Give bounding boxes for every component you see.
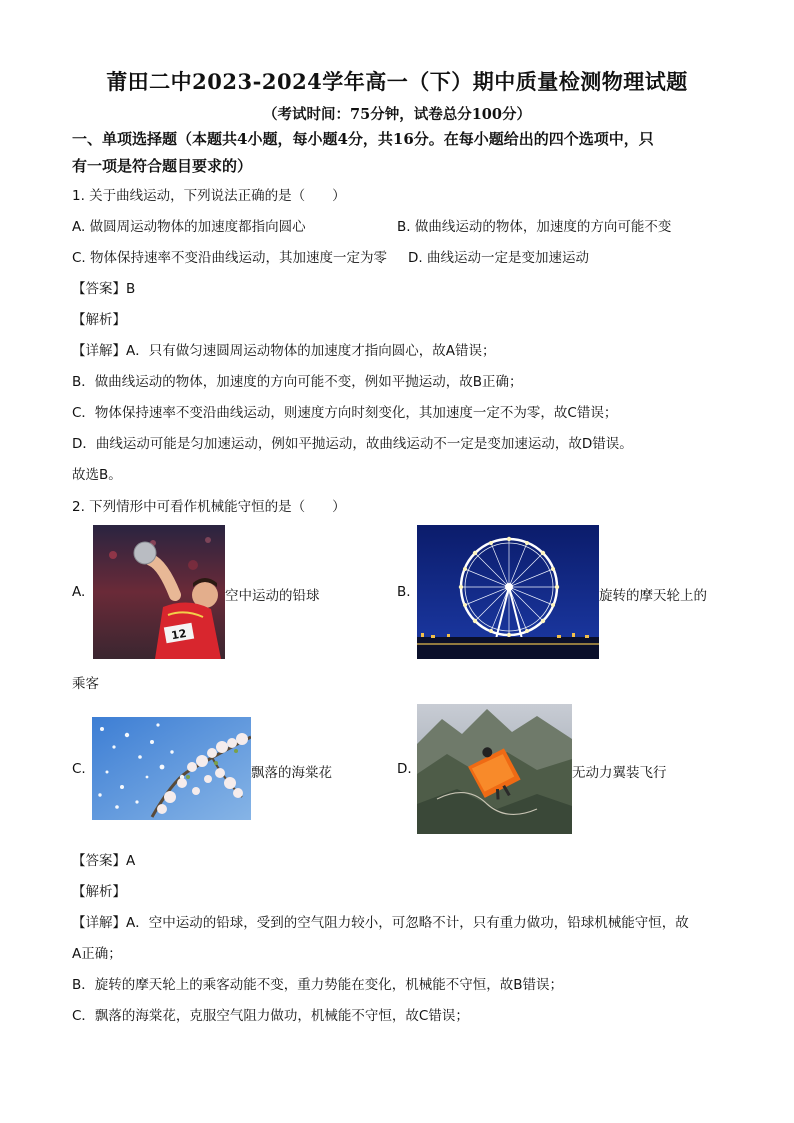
q1-stem: 1. 关于曲线运动，下列说法正确的是（ ） xyxy=(72,188,346,204)
q2-option-b-label: B. xyxy=(397,584,411,600)
q1-analysis: 【解析】 xyxy=(72,312,126,328)
q2-option-a-text: 空中运动的铅球 xyxy=(225,588,320,604)
crabapple-blossom-photo xyxy=(92,717,251,820)
q2-answer: 【答案】A xyxy=(72,853,136,869)
q2-detail-3: B．旋转的摩天轮上的乘客动能不变，重力势能在变化，机械能不守恒，故B错误； xyxy=(72,977,564,993)
shot-put-photo xyxy=(93,525,225,659)
q2-option-b-text-cont: 乘客 xyxy=(72,676,99,692)
q2-option-c-label: C. xyxy=(72,761,86,777)
q2-stem: 2. 下列情形中可看作机械能守恒的是（ ） xyxy=(72,499,346,515)
q2-analysis: 【解析】 xyxy=(72,884,126,900)
q2-option-c-text: 飘落的海棠花 xyxy=(251,765,332,781)
q2-option-d-label: D. xyxy=(397,761,412,777)
q2-option-a-label: A. xyxy=(72,584,86,600)
q2-option-d-text: 无动力翼装飞行 xyxy=(572,765,667,781)
ferris-wheel-photo xyxy=(417,525,599,659)
q1-detail-3: C．物体保持速率不变沿曲线运动，则速度方向时刻变化，其加速度一定不为零，故C错误； xyxy=(72,405,618,421)
q1-option-c: C. 物体保持速率不变沿曲线运动，其加速度一定为零 xyxy=(72,250,388,266)
q2-option-b-text: 旋转的摩天轮上的 xyxy=(599,588,707,604)
bib-number: 12 xyxy=(170,626,188,643)
q1-option-b: B. 做曲线运动的物体，加速度的方向可能不变 xyxy=(397,219,672,235)
q1-detail-2: B．做曲线运动的物体，加速度的方向可能不变，例如平抛运动，故B正确； xyxy=(72,374,523,390)
wingsuit-photo xyxy=(417,704,572,834)
q1-answer: 【答案】B xyxy=(72,281,136,297)
q1-detail-1: 【详解】A．只有做匀速圆周运动物体的加速度才指向圆心，故A错误； xyxy=(72,343,496,359)
section-heading-line1: 一、单项选择题（本题共4小题，每小题4分，共16分。在每小题给出的四个选项中，只 xyxy=(72,130,654,148)
q1-detail-4: D．曲线运动可能是匀加速运动，例如平抛运动，故曲线运动不一定是变加速运动，故D错误。 xyxy=(72,436,633,452)
q1-detail-5: 故选B。 xyxy=(72,467,122,483)
q2-detail-4: C．飘落的海棠花，克服空气阻力做功，机械能不守恒，故C错误； xyxy=(72,1008,469,1024)
section-heading-line2: 有一项是符合题目要求的） xyxy=(72,157,253,175)
q2-detail-2: A正确； xyxy=(72,946,122,962)
q1-option-a: A. 做圆周运动物体的加速度都指向圆心 xyxy=(72,219,306,235)
exam-info: （考试时间：75分钟，试卷总分100分） xyxy=(263,106,531,123)
q1-option-d: D. 曲线运动一定是变加速运动 xyxy=(408,250,589,266)
page-title: 莆田二中2023-2024学年高一（下）期中质量检测物理试题 xyxy=(106,69,688,94)
q2-detail-1: 【详解】A．空中运动的铅球，受到的空气阻力较小，可忽略不计，只有重力做功，铅球机械能守恒，故 xyxy=(72,915,689,931)
